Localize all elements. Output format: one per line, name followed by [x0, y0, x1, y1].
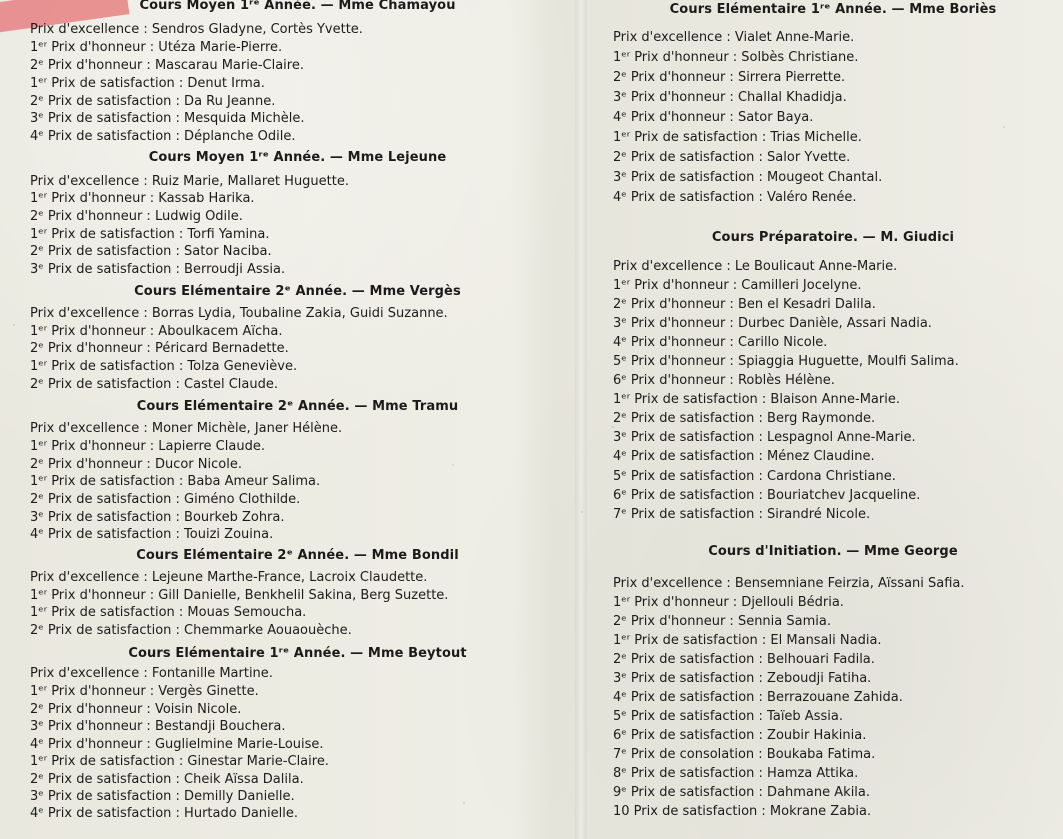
entry-line: 1ᵉʳ Prix d'honneur : Solbès Christiane.	[613, 50, 859, 65]
page-fold	[575, 0, 587, 839]
section-title-ce1-bories: Cours Elémentaire 1ʳᵉ Année. — Mme Boriès	[669, 2, 997, 17]
entry-line: 2ᵉ Prix d'honneur : Péricard Bernadette.	[30, 341, 289, 356]
entry-line: 2ᵉ Prix de satisfaction : Giméno Clothilde.	[30, 492, 301, 507]
entry-line: 8ᵉ Prix de satisfaction : Hamza Attika.	[613, 766, 859, 781]
section-title-ce1-beytout: Cours Elémentaire 1ʳᵉ Année. — Mme Beytout	[128, 646, 467, 661]
entry-line: 4ᵉ Prix de satisfaction : Ménez Claudine.	[613, 449, 875, 464]
entry-line: 2ᵉ Prix d'honneur : Voisin Nicole.	[30, 702, 242, 717]
paper-speck	[463, 802, 465, 804]
entry-line: 5ᵉ Prix de satisfaction : Taïeb Assia.	[613, 709, 843, 724]
entry-line: Prix d'excellence : Moner Michèle, Janer Hélène.	[30, 421, 343, 436]
section-title-ce2-verges: Cours Elémentaire 2ᵉ Année. — Mme Vergès	[134, 284, 461, 299]
entry-line: 2ᵉ Prix d'honneur : Sirrera Pierrette.	[613, 70, 846, 85]
entry-line: 4ᵉ Prix d'honneur : Guglielmine Marie-Louise.	[30, 737, 324, 752]
section-title-ce2-bondil: Cours Elémentaire 2ᵉ Année. — Mme Bondil	[136, 548, 459, 563]
entry-line: Prix d'excellence : Borras Lydia, Toubaline Zakia, Guidi Suzanne.	[30, 306, 448, 321]
entry-line: 6ᵉ Prix d'honneur : Roblès Hélène.	[613, 373, 835, 388]
entry-line: Prix d'excellence : Ruiz Marie, Mallaret Huguette.	[30, 174, 349, 189]
entry-line: 3ᵉ Prix d'honneur : Bestandji Bouchera.	[30, 719, 286, 734]
entry-line: 3ᵉ Prix d'honneur : Challal Khadidja.	[613, 90, 847, 105]
entry-line: 2ᵉ Prix de satisfaction : Castel Claude.	[30, 377, 278, 392]
entry-line: Prix d'excellence : Bensemniane Feirzia, Aïssani Safia.	[613, 576, 965, 591]
entry-line: 1ᵉʳ Prix de satisfaction : Blaison Anne-Marie.	[613, 392, 900, 407]
entry-line: 3ᵉ Prix de satisfaction : Lespagnol Anne-Marie.	[613, 430, 916, 445]
entry-line: 2ᵉ Prix de satisfaction : Sator Naciba.	[30, 244, 272, 259]
entry-line: 3ᵉ Prix de satisfaction : Demilly Danielle.	[30, 789, 295, 804]
entry-line: 2ᵉ Prix d'honneur : Ben el Kesadri Dalila.	[613, 297, 876, 312]
entry-line: 4ᵉ Prix de satisfaction : Hurtado Danielle.	[30, 806, 298, 821]
entry-line: 6ᵉ Prix de satisfaction : Zoubir Hakinia.	[613, 728, 867, 743]
entry-line: 3ᵉ Prix de satisfaction : Zeboudji Fatiha.	[613, 671, 872, 686]
entry-line: 1ᵉʳ Prix d'honneur : Camilleri Jocelyne.	[613, 278, 862, 293]
entry-line: 6ᵉ Prix de satisfaction : Bouriatchev Jacqueline.	[613, 488, 921, 503]
entry-line: 5ᵉ Prix d'honneur : Spiaggia Huguette, Moulfi Salima.	[613, 354, 959, 369]
entry-line: Prix d'excellence : Vialet Anne-Marie.	[613, 30, 855, 45]
entry-line: 3ᵉ Prix de satisfaction : Berroudji Assia.	[30, 262, 286, 277]
entry-line: 5ᵉ Prix de satisfaction : Cardona Christiane.	[613, 469, 896, 484]
section-title-cm1-lejeune: Cours Moyen 1ʳᵉ Année. — Mme Lejeune	[148, 150, 447, 165]
entry-line: 1ᵉʳ Prix d'honneur : Lapierre Claude.	[30, 439, 265, 454]
paper-speck	[452, 464, 454, 466]
entry-line: 1ᵉʳ Prix de satisfaction : Denut Irma.	[30, 76, 265, 91]
entry-line: 4ᵉ Prix de satisfaction : Déplanche Odile.	[30, 129, 296, 144]
entry-line: 1ᵉʳ Prix de satisfaction : Mouas Semoucha.	[30, 605, 307, 620]
entry-line: 1ᵉʳ Prix d'honneur : Vergès Ginette.	[30, 684, 259, 699]
entry-line: Prix d'excellence : Fontanille Martine.	[30, 666, 273, 681]
paper-speck	[1003, 126, 1005, 128]
section-title-initiation-george: Cours d'Initiation. — Mme George	[708, 544, 958, 559]
section-title-cp-giudici: Cours Préparatoire. — M. Giudici	[711, 230, 955, 245]
entry-line: Prix d'excellence : Le Boulicaut Anne-Marie.	[613, 259, 898, 274]
entry-line: 2ᵉ Prix d'honneur : Mascarau Marie-Claire.	[30, 58, 304, 73]
entry-line: 1ᵉʳ Prix d'honneur : Gill Danielle, Benkhelil Sakina, Berg Suzette.	[30, 588, 449, 603]
entry-line: 3ᵉ Prix de satisfaction : Mesquida Michèle.	[30, 111, 305, 126]
entry-line: Prix d'excellence : Sendros Gladyne, Cortès Yvette.	[30, 22, 363, 37]
entry-line: 3ᵉ Prix de satisfaction : Mougeot Chantal.	[613, 170, 883, 185]
entry-line: 2ᵉ Prix d'honneur : Sennia Samia.	[613, 614, 831, 629]
entry-line: 2ᵉ Prix d'honneur : Ducor Nicole.	[30, 457, 242, 472]
entry-line: 3ᵉ Prix d'honneur : Durbec Danièle, Assari Nadia.	[613, 316, 932, 331]
entry-line: 1ᵉʳ Prix d'honneur : Utéza Marie-Pierre.	[30, 40, 283, 55]
entry-line: 1ᵉʳ Prix de satisfaction : Torfi Yamina.	[30, 227, 270, 242]
entry-line: 2ᵉ Prix de satisfaction : Da Ru Jeanne.	[30, 94, 276, 109]
paper-speck	[612, 426, 614, 428]
entry-line: 4ᵉ Prix de satisfaction : Touizi Zouina.	[30, 527, 274, 542]
entry-line: 1ᵉʳ Prix de satisfaction : El Mansali Nadia.	[613, 633, 882, 648]
entry-line: 7ᵉ Prix de consolation : Boukaba Fatima.	[613, 747, 876, 762]
entry-line: 2ᵉ Prix de satisfaction : Belhouari Fadila.	[613, 652, 875, 667]
entry-line: 1ᵉʳ Prix de satisfaction : Trias Michelle.	[613, 130, 862, 145]
entry-line: 4ᵉ Prix d'honneur : Sator Baya.	[613, 110, 814, 125]
paper-speck	[13, 324, 15, 326]
entry-line: 3ᵉ Prix de satisfaction : Bourkeb Zohra.	[30, 510, 285, 525]
section-title-ce2-tramu: Cours Elémentaire 2ᵉ Année. — Mme Tramu	[136, 399, 459, 414]
entry-line: 4ᵉ Prix d'honneur : Carillo Nicole.	[613, 335, 828, 350]
entry-line: 2ᵉ Prix de satisfaction : Salor Yvette.	[613, 150, 851, 165]
entry-line: 1ᵉʳ Prix de satisfaction : Tolza Geneviève.	[30, 359, 298, 374]
entry-line: 2ᵉ Prix de satisfaction : Cheik Aïssa Dalila.	[30, 772, 304, 787]
entry-line: Prix d'excellence : Lejeune Marthe-France, Lacroix Claudette.	[30, 570, 428, 585]
entry-line: 1ᵉʳ Prix d'honneur : Djellouli Bédria.	[613, 595, 844, 610]
entry-line: 4ᵉ Prix de satisfaction : Berrazouane Zahida.	[613, 690, 903, 705]
entry-line: 1ᵉʳ Prix d'honneur : Kassab Harika.	[30, 191, 255, 206]
entry-line: 1ᵉʳ Prix de satisfaction : Baba Ameur Salima.	[30, 474, 321, 489]
paper-speck	[581, 511, 583, 513]
entry-line: 2ᵉ Prix d'honneur : Ludwig Odile.	[30, 209, 243, 224]
entry-line: 4ᵉ Prix de satisfaction : Valéro Renée.	[613, 190, 857, 205]
entry-line: 1ᵉʳ Prix d'honneur : Aboulkacem Aïcha.	[30, 324, 283, 339]
entry-line: 2ᵉ Prix de satisfaction : Berg Raymonde.	[613, 411, 876, 426]
entry-line: 7ᵉ Prix de satisfaction : Sirandré Nicole.	[613, 507, 871, 522]
section-title-cm1-chamayou: Cours Moyen 1ʳᵉ Année. — Mme Chamayou	[139, 0, 456, 13]
entry-line: 9ᵉ Prix de satisfaction : Dahmane Akila.	[613, 785, 871, 800]
entry-line: 1ᵉʳ Prix de satisfaction : Ginestar Marie-Claire.	[30, 754, 329, 769]
entry-line: 10 Prix de satisfaction : Mokrane Zabia.	[613, 804, 872, 819]
entry-line: 2ᵉ Prix de satisfaction : Chemmarke Aouaouèche.	[30, 623, 352, 638]
